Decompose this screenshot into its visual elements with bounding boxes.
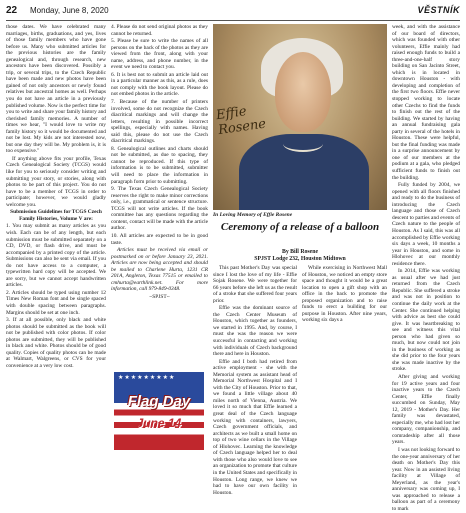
article-byline bbox=[213, 249, 387, 262]
paragraph: In 2014, Effie was working as usual after we had just returned from the Czech Republic. She suffered a stroke and was not in position to continue the daily work at the Center. She continued helping with advice as best she could give. It was heartbreaking to see and witness this vital person who had given so much, but now could not join in the business of working as she did prior to the four years she was made inactive by the stroke. bbox=[392, 268, 460, 373]
paragraph: Effie was the dominant source of the Czech Center Museum of Houston, which together as founders, we started in 1995. And, by course, I must she was the reason we were successful in contacting and working with individuals of Czech background there and here in Houston. bbox=[213, 305, 297, 358]
flag-day-title: Flag Day bbox=[127, 393, 191, 410]
article-column-b bbox=[302, 265, 387, 324]
stars-icon: ★★★★★★★★★ bbox=[118, 375, 176, 381]
section-sign: ~SPJST~ bbox=[149, 293, 170, 300]
guideline-item: 3. If at all possible, only black and white photos should be submitted as the book will not be published with color photos. If color photos are submitted, they will be published in black and white. Photos should be of good quality. Copies of quality photos can be made at Walmart, Walgreens, or CVS for your convenience at a very low cost. bbox=[6, 317, 106, 369]
guidelines-title: Submission Guidelines for TCGS Czech Family Histories, Volume V are: bbox=[10, 209, 102, 222]
guideline-item: 8. Genealogical outlines and charts should not be submitted, as due to spacing, they cannot be reproduced. If this type of information is to be submitted, submitter will need to place the information in paragraph form prior to submitting. bbox=[111, 145, 208, 185]
paragraph: If anything above fits your profile, Texas Czech Genealogical Society (TCGS) would like for you to seriously consider writing and submitting your story, or stories, along with photos to be part of this project. You do not have to be a member of TCGS in order to participate; however, we would gladly welcome you. bbox=[6, 155, 106, 208]
paragraph: After giving and working for 19 active years and four inactive years to the Czech Center, Effie finally succumbed on Sunday, May 12, 2019 - Mother's Day. Her family was devastated, especially me, who had lost her company, companionship, and comradeship after all those years. bbox=[392, 373, 460, 446]
paragraph: Fully funded by 2004, we opened with all floors finished and ready to do the business of introducing the Czech language and those of Czech descent to parties and events of Czech nature to the people of Houston. As I said, this was all accomplished by Effie working six days a week, 10 months a year in Houston, and some in Hlohovec at our monthly residence there. bbox=[392, 182, 460, 267]
publication-name: VĚSTNÍK bbox=[417, 5, 460, 15]
guideline-item: 6. It is best not to submit an article laid out in a particular manner as this, as a rule, does not comply with the book layout. Please do not embed photos in the article. bbox=[111, 71, 208, 98]
photo-necklace bbox=[283, 136, 323, 152]
paragraph: Effie and I both had retired from active employment - she with the Memorial system as assistant head of Memorial Northwest Hospital and I with the City of Houston. Prior to that, we found a little village about 40 miles north of Vienna, Austria. We loved it so much that Effie learned a great deal of the Czech language working with containers, lawyers, Czech government officials, and architects as we built a small home on top of two wine cellars in the Village of Hlohovec. Learning the knowledge of Czech language helped her to deal with those who also would love to see an organization to promote that culture in the United States and specifically in Houston. Long range, we knew we had to have our own facility in Houston. bbox=[213, 358, 297, 496]
deadline-note: Articles must be received via email or postmarked on or before January 23, 2021. Articles are now being accepted and should be mailed to Charlene Hurta, 1231 CR 201A, Angleton, Texas 77515 or emailed to cmhurta@earthlink.net. For more information, call 979-849-0348. bbox=[111, 247, 208, 293]
flag-day-date: June 14 bbox=[136, 416, 182, 430]
column-4 bbox=[392, 24, 460, 513]
photo-caption: In Loving Memory of Effie Rosene bbox=[213, 212, 293, 218]
guideline-item: 1. You may submit as many articles as you wish. Each can be of any length, but each submission must be submitted separately on a CD, DVD, or flash drive, and must be accompanied by a printed copy of the article. Submissions can also be sent via email. If you do not have access to a computer, a typewritten hard copy will be accepted. We are sorry, but we cannot accept handwritten articles. bbox=[6, 223, 106, 289]
paragraph: week, and with the assistance of our board of directors, which was founded with other volunteers, Effie mainly had raised enough funds to build a three-and-one-half story building on San Jacinto Street, which is in located in downtown Houston - with developing and completion of the first two floors. Effie never stopped working to locate other Czechs to find the funds to finish out the rest of the building. We started by having an annual fundraising gala party in several of the hotels in Houston. These were helpful, but the final funding was made in a surprise announcement by one of our members at the podium at a gala, who pledged sufficient funds to finish out the building. bbox=[392, 24, 460, 181]
guideline-item: 9. The Texas Czech Genealogical Society reserves the right to make minor corrections only, i.e., grammatical or sentence structure. TCGS will not write articles. If the book committee has any questions regarding the content, contact will be made with the article author. bbox=[111, 186, 208, 232]
page-number: 22 bbox=[6, 5, 18, 16]
paragraph: those dates. We have celebrated many marriages, births, graduations, and yes, lives of those family members who have gone before us. Many who submitted articles for the previous histories are the family genealogical and, through research, new ancestors have been discovered. Possibly a trip, or several trips, to the Czech Republic have been made and new photos have been gained of not only ancestors or newly found relatives but ancestral homes as well. Perhaps you do not have an article in a previously published volume. Now is the perfect time for you to write and share your family history and cherished family memories. A number of times we hear, "I would love to write my family history so it would be documented and not be lost. My kids are not interested now, but one day they will be. My problem is, it is too expensive." bbox=[6, 24, 107, 155]
guideline-item: 2. Articles should be typed using number 12 Times New Roman font and be single spaced with double spacing between paragraphs. Margins should be set at one inch. bbox=[6, 289, 106, 316]
paragraph: I was not looking forward to the one-year anniversary of her death on Mother's Day this year. Now in an assisted living facility at Village of Meyerland, as the year's anniversary was coming up, I was approached to release a balloon as part of a ceremony to mark bbox=[392, 447, 460, 512]
memorial-photo bbox=[213, 24, 387, 210]
article-column-a bbox=[213, 265, 297, 496]
byline-lodge: SPJST Lodge 232, Houston Midtown bbox=[254, 255, 346, 262]
guideline-item: 4. Please do not send original photos as they cannot be returned. bbox=[111, 24, 208, 37]
byline-author: By Bill Rosene bbox=[281, 249, 319, 255]
article-headline: Ceremony of a release of a balloon bbox=[220, 221, 380, 233]
issue-date: Monday, June 8, 2020 bbox=[30, 6, 109, 15]
guideline-item: 7. Because of the number of printers involved, some do not recognize the Czech diacritical markings and will change the letters, resulting in possible incorrect spellings, especially with names. Having said this, please do not use the Czech diacritical markings. bbox=[111, 99, 208, 145]
signature: Effie Rosene bbox=[215, 104, 267, 139]
column-1 bbox=[6, 24, 106, 370]
paragraph: This past Mother's Day was special since I lost the love of my life - Effie Sojak Rosene. We were together for 66 years before she left us as the result of a stroke that she suffered four years prior. bbox=[213, 265, 297, 304]
paragraph: While exercising in Northwest Mall of Houston, we noticed an empty store space and thought it would be a great location to open a gift shop with an office in the back to promote the proposed organization and to raise funds to erect a building for our purpose in Houston. After nine years, working six days a bbox=[302, 265, 387, 324]
guideline-item: 10. All articles are expected to be in good taste. bbox=[111, 232, 208, 246]
guideline-item: 5. Please be sure to write the names of all persons on the back of the photos as they are viewed from the front, along with your name, address, and phone number, in the event we need to contact you. bbox=[111, 38, 208, 71]
flag-day-graphic bbox=[114, 372, 204, 450]
photo-face bbox=[275, 52, 331, 132]
page-header bbox=[6, 4, 460, 21]
column-2 bbox=[111, 24, 208, 301]
